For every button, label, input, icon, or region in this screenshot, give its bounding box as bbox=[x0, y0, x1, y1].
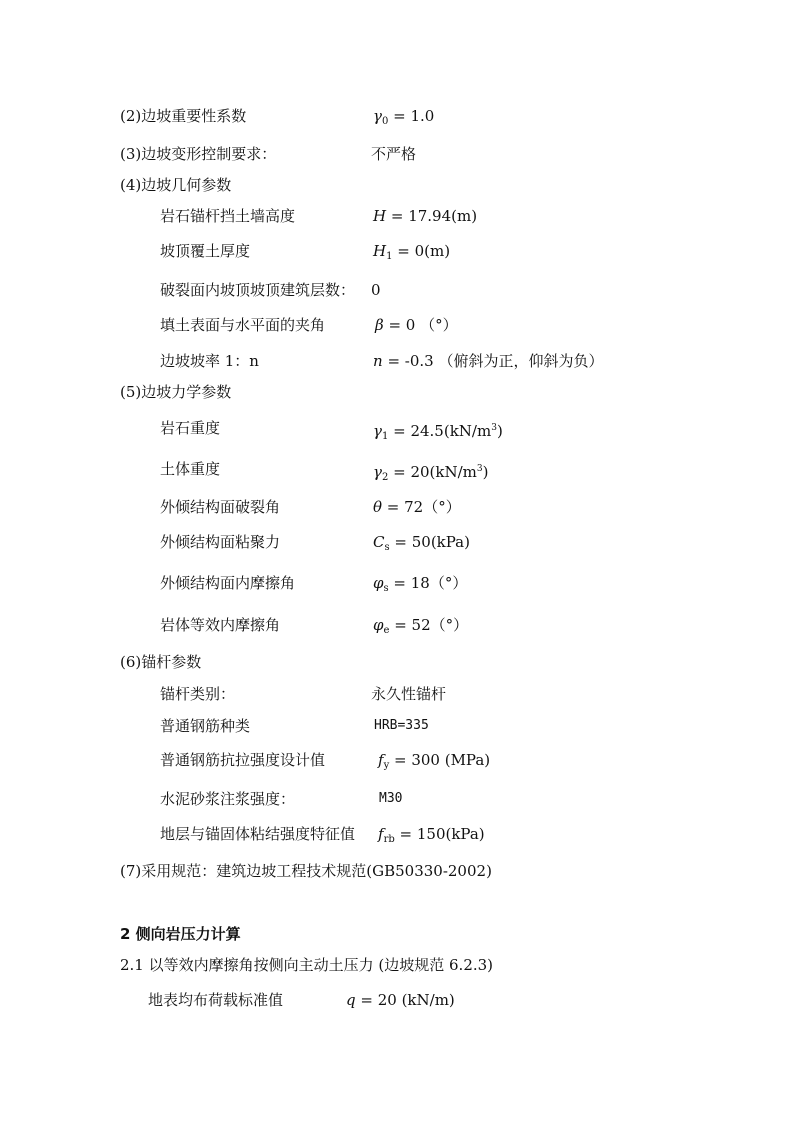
rebar-type-label: 普通钢筋种类 bbox=[160, 717, 251, 735]
equivalent-friction-label: 岩体等效内摩擦角 bbox=[160, 616, 281, 634]
fracture-angle-rest: = 72（°） bbox=[382, 498, 461, 516]
equivalent-friction-rest: = 52（°） bbox=[389, 616, 469, 634]
deformation-control-label: (3)边坡变形控制要求： bbox=[120, 145, 277, 163]
beta-symbol: β bbox=[375, 316, 384, 334]
tensile-strength-value bbox=[378, 750, 490, 776]
mechanics-section-label: (5)边坡力学参数 bbox=[120, 383, 232, 401]
anchor-section-title bbox=[120, 652, 201, 672]
gamma2-subscript: 2 bbox=[381, 472, 389, 483]
soil-weight-value bbox=[373, 459, 488, 488]
theta-symbol: θ bbox=[373, 498, 383, 516]
phi-e-symbol: φ bbox=[373, 616, 384, 634]
surface-load-value bbox=[346, 990, 455, 1010]
cs-subscript: s bbox=[384, 542, 390, 553]
fill-angle-value bbox=[375, 315, 458, 335]
wall-height-rest: = 17.94(m) bbox=[386, 207, 478, 225]
wall-height-value bbox=[373, 206, 477, 226]
rock-weight-rest: = 24.5(kN/m bbox=[388, 422, 492, 440]
cover-thickness-label: 坡顶覆土厚度 bbox=[160, 242, 251, 260]
friction-angle-label: 外倾结构面内摩擦角 bbox=[160, 574, 296, 592]
equivalent-friction-value bbox=[373, 615, 468, 641]
grout-strength-label: 水泥砂浆注浆强度： bbox=[160, 790, 296, 808]
gamma1-symbol: γ bbox=[373, 422, 382, 440]
slope-ratio-rest: = -0.3 （俯斜为正，仰斜为负） bbox=[382, 352, 604, 370]
fy-subscript: y bbox=[383, 760, 390, 771]
code-reference-label: (7)采用规范：建筑边坡工程技术规范(GB50330-2002) bbox=[120, 862, 492, 880]
tensile-strength-label: 普通钢筋抗拉强度设计值 bbox=[160, 751, 326, 769]
cover-thickness-rest: = 0(m) bbox=[392, 242, 451, 260]
section-2-1-heading bbox=[120, 955, 493, 975]
rock-weight-label: 岩石重度 bbox=[160, 419, 221, 437]
n-symbol: n bbox=[373, 352, 383, 370]
bond-strength-rest: = 150(kPa) bbox=[394, 825, 485, 843]
frb-subscript: rb bbox=[383, 834, 395, 845]
anchor-type-label: 锚杆类别： bbox=[160, 685, 236, 703]
h-symbol: H bbox=[373, 207, 387, 225]
surface-load-rest: = 20 (kN/m) bbox=[355, 991, 455, 1009]
building-floors-label: 破裂面内坡顶坡顶建筑层数： bbox=[160, 281, 356, 299]
soil-weight-label: 土体重度 bbox=[160, 460, 221, 478]
friction-angle-rest: = 18（°） bbox=[388, 574, 468, 592]
rock-weight-superscript: 3 bbox=[491, 423, 497, 433]
q-symbol: q bbox=[346, 991, 356, 1009]
slope-ratio-label: 边坡坡率 1：n bbox=[160, 352, 259, 370]
fracture-angle-label: 外倾结构面破裂角 bbox=[160, 498, 281, 516]
grout-strength-value: M30 bbox=[379, 791, 403, 806]
mechanics-section-title bbox=[120, 382, 231, 402]
wall-height-label: 岩石锚杆挡土墙高度 bbox=[160, 207, 296, 225]
h1-subscript: 1 bbox=[386, 251, 393, 262]
tensile-strength-rest: = 300 (MPa) bbox=[389, 751, 491, 769]
building-floors-value: 0 bbox=[371, 281, 381, 299]
gamma1-subscript: 1 bbox=[381, 431, 389, 442]
rock-weight-value bbox=[373, 418, 503, 447]
slope-ratio-value bbox=[373, 351, 603, 371]
section-2-title: 2 侧向岩压力计算 bbox=[120, 925, 241, 943]
cohesion-label: 外倾结构面粘聚力 bbox=[160, 533, 281, 551]
gamma0-symbol: γ bbox=[373, 107, 382, 125]
geometry-section-title bbox=[120, 175, 231, 195]
section-2-1-title: 2.1 以等效内摩擦角按侧向主动土压力 (边坡规范 6.2.3) bbox=[120, 956, 494, 974]
anchor-type-value: 永久性锚杆 bbox=[371, 685, 447, 703]
gamma2-symbol: γ bbox=[373, 463, 382, 481]
h1-symbol: H bbox=[373, 242, 387, 260]
geometry-section-label: (4)边坡几何参数 bbox=[120, 176, 232, 194]
surface-load-label: 地表均布荷载标准值 bbox=[148, 991, 284, 1009]
importance-factor-label: (2)边坡重要性系数 bbox=[120, 107, 247, 125]
gamma0-subscript: 0 bbox=[381, 116, 389, 127]
fill-angle-rest: = 0 （°） bbox=[383, 316, 458, 334]
fill-angle-label: 填土表面与水平面的夹角 bbox=[160, 316, 326, 334]
rock-weight-tail: ) bbox=[496, 422, 503, 440]
cohesion-value bbox=[373, 532, 470, 558]
cover-thickness-value bbox=[373, 241, 450, 267]
friction-angle-value bbox=[373, 573, 467, 599]
phi-s-subscript: s bbox=[383, 583, 389, 594]
bond-strength-value bbox=[378, 824, 485, 850]
frb-symbol: f bbox=[378, 825, 384, 843]
fy-symbol: f bbox=[378, 751, 384, 769]
anchor-section-label: (6)锚杆参数 bbox=[120, 653, 202, 671]
phi-e-subscript: e bbox=[383, 625, 390, 636]
cs-symbol: C bbox=[373, 533, 385, 551]
soil-weight-superscript: 3 bbox=[476, 464, 483, 474]
code-reference-row bbox=[120, 861, 492, 881]
phi-s-symbol: φ bbox=[373, 574, 384, 592]
section-2-heading bbox=[120, 924, 241, 944]
rebar-type-value: HRB=335 bbox=[374, 718, 429, 733]
gamma0-rest: = 1.0 bbox=[388, 107, 435, 125]
importance-factor-value bbox=[373, 106, 434, 132]
bond-strength-label: 地层与锚固体粘结强度特征值 bbox=[160, 825, 356, 843]
fracture-angle-value bbox=[373, 497, 461, 517]
cohesion-rest: = 50(kPa) bbox=[389, 533, 470, 551]
deformation-control-value: 不严格 bbox=[371, 145, 417, 163]
soil-weight-tail: ) bbox=[482, 463, 489, 481]
soil-weight-rest: = 20(kN/m bbox=[388, 463, 477, 481]
